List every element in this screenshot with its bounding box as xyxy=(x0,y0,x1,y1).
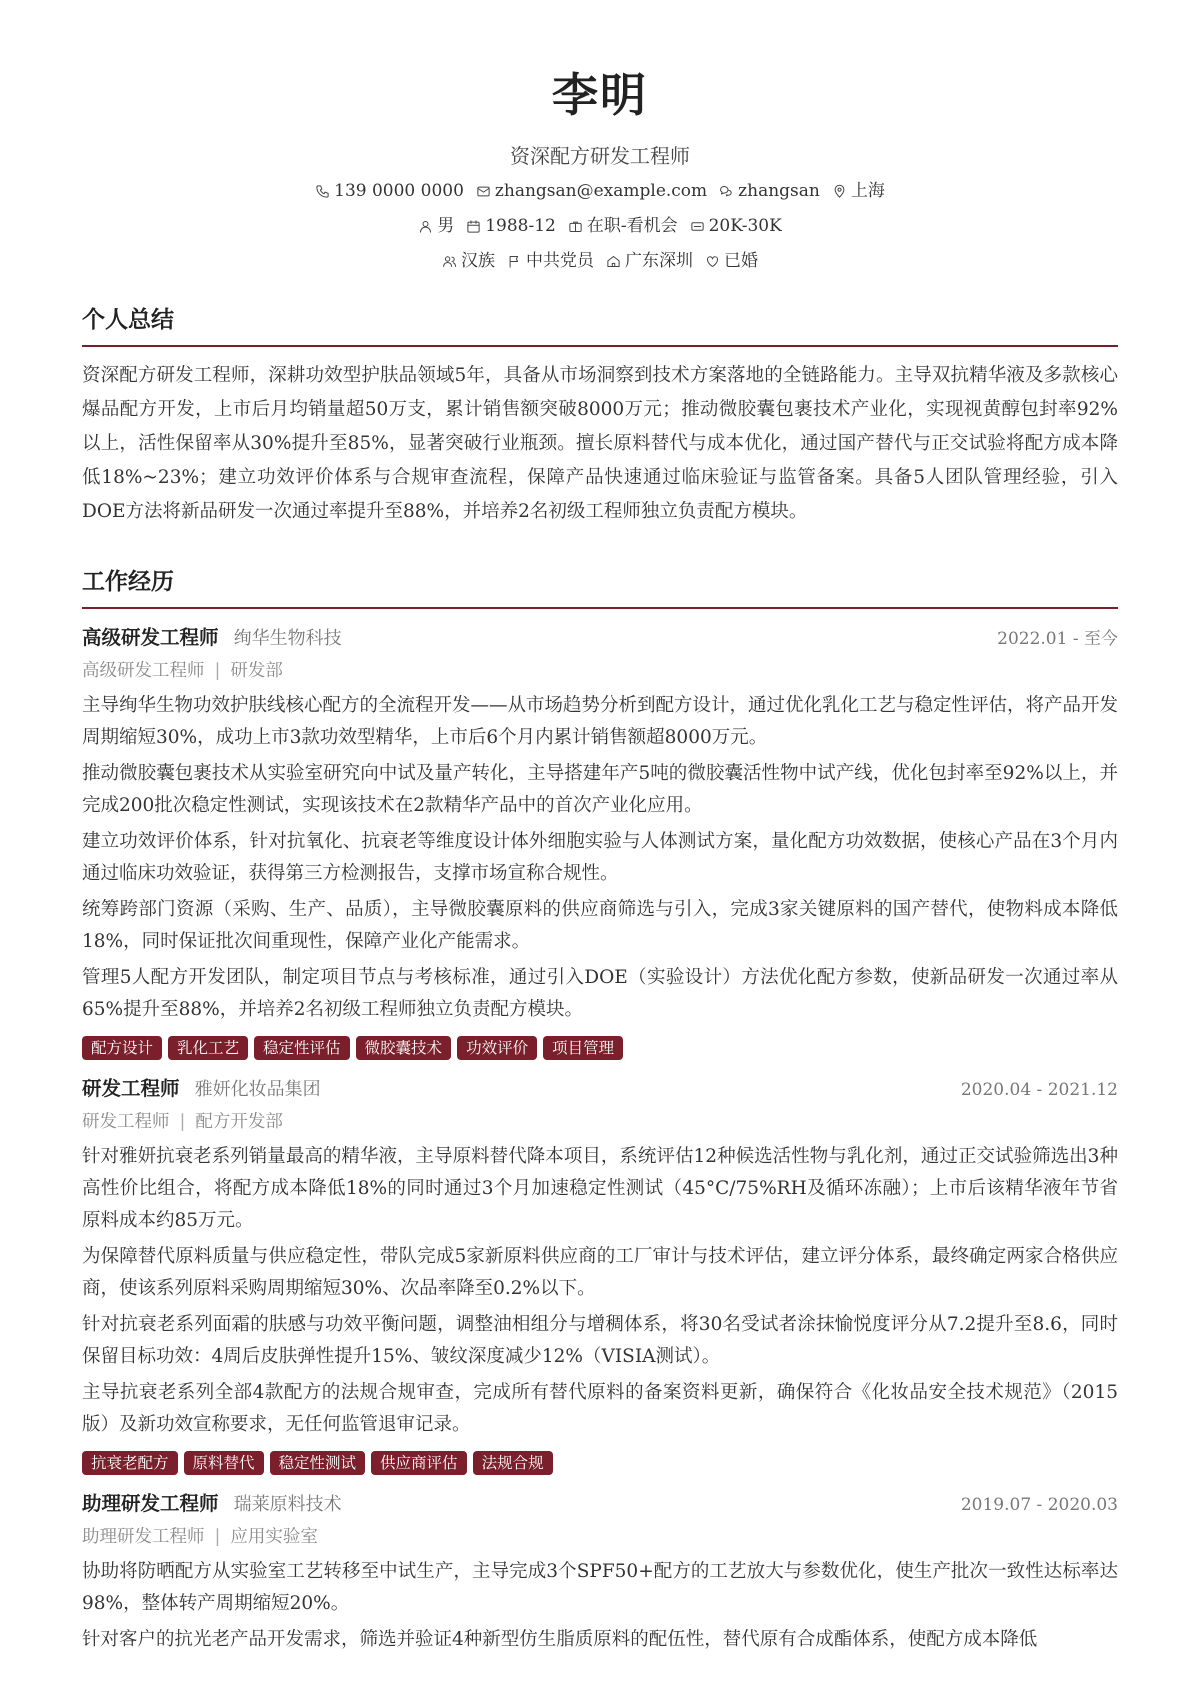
location-item xyxy=(832,177,885,205)
job-header xyxy=(82,1074,1118,1105)
mail-icon xyxy=(476,184,491,199)
job-bullet: 针对客户的抗光老产品开发需求，筛选并验证4种新型仿生脂质原料的配伍性，替代原有合成酯体系，使配方成本降低 xyxy=(82,1629,1038,1650)
job-position: 助理研发工程师 xyxy=(82,1527,205,1547)
job-bullets xyxy=(82,1141,1118,1441)
people-icon xyxy=(442,254,457,269)
birth-item xyxy=(466,212,556,240)
salary-item xyxy=(690,212,782,240)
resume-header xyxy=(82,0,1118,275)
job-subtitle: 助理研发工程师 | 应用实验室 xyxy=(82,1527,318,1547)
job-company: 雅妍化妆品集团 xyxy=(194,1079,321,1100)
location-icon xyxy=(832,184,847,199)
skill-tag: 项目管理 xyxy=(543,1036,623,1060)
job-position: 研发工程师 xyxy=(82,1112,170,1132)
job-bullets xyxy=(82,1556,1118,1656)
candidate-title: 资深配方研发工程师 xyxy=(510,144,690,168)
heart-icon xyxy=(705,254,720,269)
phone-icon xyxy=(315,184,330,199)
job-bullet: 主导绚华生物功效护肤线核心配方的全流程开发——从市场趋势分析到配方设计，通过优化乳化工艺与稳定性评估，将产品开发周期缩短30%，成功上市3款功效型精华，上市后6个月内累计销售额超8000万元。 xyxy=(82,695,1119,748)
skill-tags xyxy=(82,1036,1118,1060)
job-bullet: 为保障替代原料质量与供应稳定性，带队完成5家新原料供应商的工厂审计与技术评估，建立评分体系，最终确定两家合格供应商，使该系列原料采购周期缩短30%、次品率降至0.2%以下。 xyxy=(82,1246,1118,1299)
skill-tag: 抗衰老配方 xyxy=(82,1451,178,1475)
party-item xyxy=(507,247,594,275)
contact-row xyxy=(82,177,1118,205)
summary-section xyxy=(82,303,1118,529)
wechat-item xyxy=(719,177,820,205)
job-department: 研发部 xyxy=(230,661,283,681)
marital-item xyxy=(705,247,758,275)
skill-tag: 稳定性测试 xyxy=(270,1451,366,1475)
job-entry xyxy=(82,623,1118,1060)
calendar-icon xyxy=(466,219,481,234)
ethnicity-item xyxy=(442,247,495,275)
job-company: 瑞莱原料技术 xyxy=(233,1494,342,1515)
skill-tag: 功效评价 xyxy=(457,1036,537,1060)
job-company: 绚华生物科技 xyxy=(233,628,342,649)
person-icon xyxy=(418,219,433,234)
ethnicity-text: 汉族 xyxy=(461,251,495,271)
job-bullet: 协助将防晒配方从实验室工艺转移至中试生产，主导完成3个SPF50+配方的工艺放大与参数优化，使生产批次一致性达标率达98%，整体转产周期缩短20%。 xyxy=(82,1561,1118,1614)
skill-tags xyxy=(82,1451,1118,1475)
marital-text: 已婚 xyxy=(724,251,758,271)
skill-tag: 配方设计 xyxy=(82,1036,162,1060)
hometown-item xyxy=(606,247,693,275)
job-role: 高级研发工程师 xyxy=(82,626,219,649)
money-icon xyxy=(690,219,705,234)
job-role: 研发工程师 xyxy=(82,1077,180,1100)
wechat-icon xyxy=(719,184,734,199)
salary-text: 20K-30K xyxy=(708,216,782,236)
skill-tag: 原料替代 xyxy=(184,1451,264,1475)
job-department: 应用实验室 xyxy=(230,1527,318,1547)
email-item xyxy=(476,177,707,205)
status-item xyxy=(568,212,678,240)
experience-title: 工作经历 xyxy=(82,565,1118,609)
job-bullet: 推动微胶囊包裹技术从实验室研究向中试及量产转化，主导搭建年产5吨的微胶囊活性物中试产线，优化包封率至92%以上，并完成200批次稳定性测试，实现该技术在2款精华产品中的首次产业化应用。 xyxy=(82,763,1118,816)
job-role: 助理研发工程师 xyxy=(82,1492,219,1515)
status-text: 在职-看机会 xyxy=(586,216,678,236)
job-date: 2019.07 - 2020.03 xyxy=(960,1495,1118,1515)
skill-tag: 法规合规 xyxy=(473,1451,553,1475)
job-position: 高级研发工程师 xyxy=(82,661,205,681)
summary-title: 个人总结 xyxy=(82,303,1118,347)
skill-tag: 乳化工艺 xyxy=(168,1036,248,1060)
job-bullet: 管理5人配方开发团队，制定项目节点与考核标准，通过引入DOE（实验设计）方法优化配方参数，使新品研发一次通过率从65%提升至88%，并培养2名初级工程师独立负责配方模块。 xyxy=(82,967,1118,1020)
job-header xyxy=(82,1489,1118,1520)
job-date: 2020.04 - 2021.12 xyxy=(960,1080,1118,1100)
job-date: 2022.01 - 至今 xyxy=(997,629,1118,649)
job-header xyxy=(82,623,1118,654)
job-bullet: 主导抗衰老系列全部4款配方的法规合规审查，完成所有替代原料的备案资料更新，确保符合《化妆品安全技术规范》（2015版）及新功效宣称要求，无任何监管退审记录。 xyxy=(82,1382,1118,1435)
personal-row xyxy=(82,212,1118,240)
candidate-name: 李明 xyxy=(552,68,648,122)
skill-tag: 稳定性评估 xyxy=(254,1036,350,1060)
phone-text: 139 0000 0000 xyxy=(334,181,464,201)
flag-icon xyxy=(507,254,522,269)
birth-text: 1988-12 xyxy=(485,216,556,236)
experience-section xyxy=(82,565,1118,1656)
job-subtitle: 研发工程师 | 配方开发部 xyxy=(82,1112,283,1132)
phone-item xyxy=(315,177,464,205)
job-entry xyxy=(82,1074,1118,1475)
job-bullet: 建立功效评价体系，针对抗氧化、抗衰老等维度设计体外细胞实验与人体测试方案，量化配方功效数据，使核心产品在3个月内通过临床功效验证，获得第三方检测报告，支撑市场宣称合规性。 xyxy=(82,831,1118,884)
skill-tag: 微胶囊技术 xyxy=(356,1036,452,1060)
party-text: 中共党员 xyxy=(526,251,594,271)
hometown-text: 广东深圳 xyxy=(625,251,693,271)
gender-item xyxy=(418,212,454,240)
summary-text: 资深配方研发工程师，深耕功效型护肤品领域5年，具备从市场洞察到技术方案落地的全链路能力。主导双抗精华液及多款核心爆品配方开发，上市后月均销量超50万支，累计销售额突破8000万元；推动微胶囊包裹技术产业化，实现视黄醇包封率92%以上，活性保留率从30%提升至85%，显著突破行业瓶颈。擅长原料替代与成本优化，通过国产替代与正交试验将配方成本降低18%~23%；建立功效评价体系与合规审查流程，保障产品快速通过临床验证与监管备案。具备5人团队管理经验，引入DOE方法将新品研发一次通过率提升至88%，并培养2名初级工程师独立负责配方模块。 xyxy=(82,365,1118,522)
job-bullet: 针对雅妍抗衰老系列销量最高的精华液，主导原料替代降本项目，系统评估12种候选活性物与乳化剂，通过正交试验筛选出3种高性价比组合，将配方成本降低18%的同时通过3个月加速稳定性测试（45°C/75%RH及循环冻融）；上市后该精华液年节省原料成本约85万元。 xyxy=(82,1146,1118,1231)
job-bullet: 统筹跨部门资源（采购、生产、品质），主导微胶囊原料的供应商筛选与引入，完成3家关键原料的国产替代，使物料成本降低18%，同时保证批次间重现性，保障产业化产能需求。 xyxy=(82,899,1118,952)
email-text: zhangsan@example.com xyxy=(494,181,708,201)
home-icon xyxy=(606,254,621,269)
gender-text: 男 xyxy=(437,216,455,236)
location-text: 上海 xyxy=(850,181,885,201)
skill-tag: 供应商评估 xyxy=(371,1451,467,1475)
briefcase-icon xyxy=(568,219,583,234)
extra-row xyxy=(82,247,1118,275)
job-department: 配方开发部 xyxy=(195,1112,283,1132)
wechat-text: zhangsan xyxy=(738,181,820,201)
job-bullet: 针对抗衰老系列面霜的肤感与功效平衡问题，调整油相组分与增稠体系，将30名受试者涂抹愉悦度评分从7.2提升至8.6，同时保留目标功效：4周后皮肤弹性提升15%、皱纹深度减少12%（VISIA测试）。 xyxy=(82,1314,1118,1367)
job-subtitle: 高级研发工程师 | 研发部 xyxy=(82,661,283,681)
job-bullets xyxy=(82,690,1118,1026)
job-entry xyxy=(82,1489,1118,1656)
